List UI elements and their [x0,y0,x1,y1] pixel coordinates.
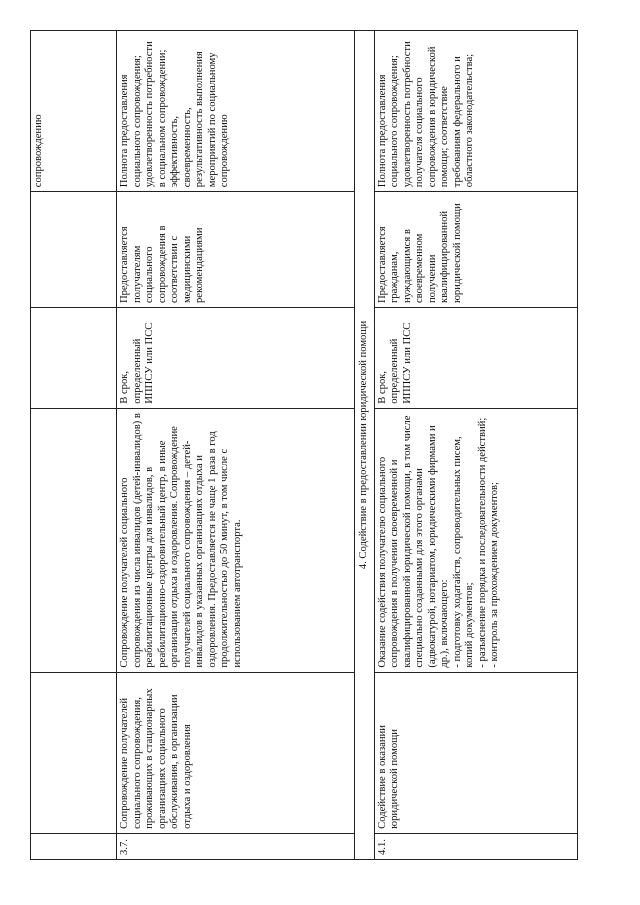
service-evaluation: Полнота предоставления социального сопровождения; удовлетворенность потребности получателя социального сопровождения в юридической помощи; соответствие требованиям федерального и областного законодательства; [374,31,578,192]
service-description [374,408,578,672]
service-conditions: Предоставляется получателям социального сопровождения в соответствии с медицинскими рекомендациями [117,192,355,308]
description-line: - подготовку ходатайств, сопроводительных писем, копий документов; [451,436,475,668]
description-line: Оказание содействия получателю социального сопровождения в получении своевременной и квалифицированной юридической помощи, в том числе специально созданными для этого органами (адвокатурой, нотариатом, юридическими фирмами и др.), включающего: [376,415,450,668]
service-conditions: Предоставляется гражданам, нуждающимся в своевременном получении квалифицированной юридической помощи [374,192,578,308]
table-row-4-1 [374,31,578,860]
rotated-document-table [30,30,578,860]
service-term: В срок, определенный ИППСУ или ПСС [374,308,578,409]
cont-cell-description [31,408,117,672]
cont-cell-term [31,308,117,409]
cont-cell-number [31,833,117,859]
row-number: 3.7. [117,833,355,859]
service-name: Содействие в оказании юридической помощи [374,672,578,833]
description-line: - разъяснение порядка и последовательности действий; [476,417,488,668]
cont-cell-conditions [31,192,117,308]
description-line: - контроль за прохождением документов; [489,482,500,668]
service-description: Сопровождение получателей социального сопровождения из числа инвалидов (детей-инвалидов) в реабилитационные центры для инвалидов, в реабилитационно-оздоровительный центр, в иные организации отдыха и оздоровления. Сопровождение получателей социального сопровождения – детей-инвалидов в указанных организациях отдыха и оздоровления. Предоставляется не чаще 1 раза в год продолжительностью до 50 минут, в том числе с использованием автотранспорта. [117,408,355,672]
cont-cell-evaluation: сопровождению [31,31,117,192]
service-evaluation: Полнота предоставления социального сопровождения; удовлетворенность потребности в социальном сопровождении; эффективность, своевременность, результативность выполнения мероприятий по социальному сопровождению [117,31,355,192]
service-name: Сопровождение получателей социального сопровождения, проживающих в стационарных организациях социального обслуживания, в организации отдыха и оздоровления [117,672,355,833]
section-title: 4. Содействие в предоставлении юридической помощи [355,31,375,860]
services-table [30,30,578,860]
service-term: В срок, определенный ИППСУ или ПСС [117,308,355,409]
cont-cell-service [31,672,117,833]
continuation-row [31,31,117,860]
row-number: 4.1. [374,833,578,859]
table-row-3-7 [117,31,355,860]
section-header-row [355,31,375,860]
